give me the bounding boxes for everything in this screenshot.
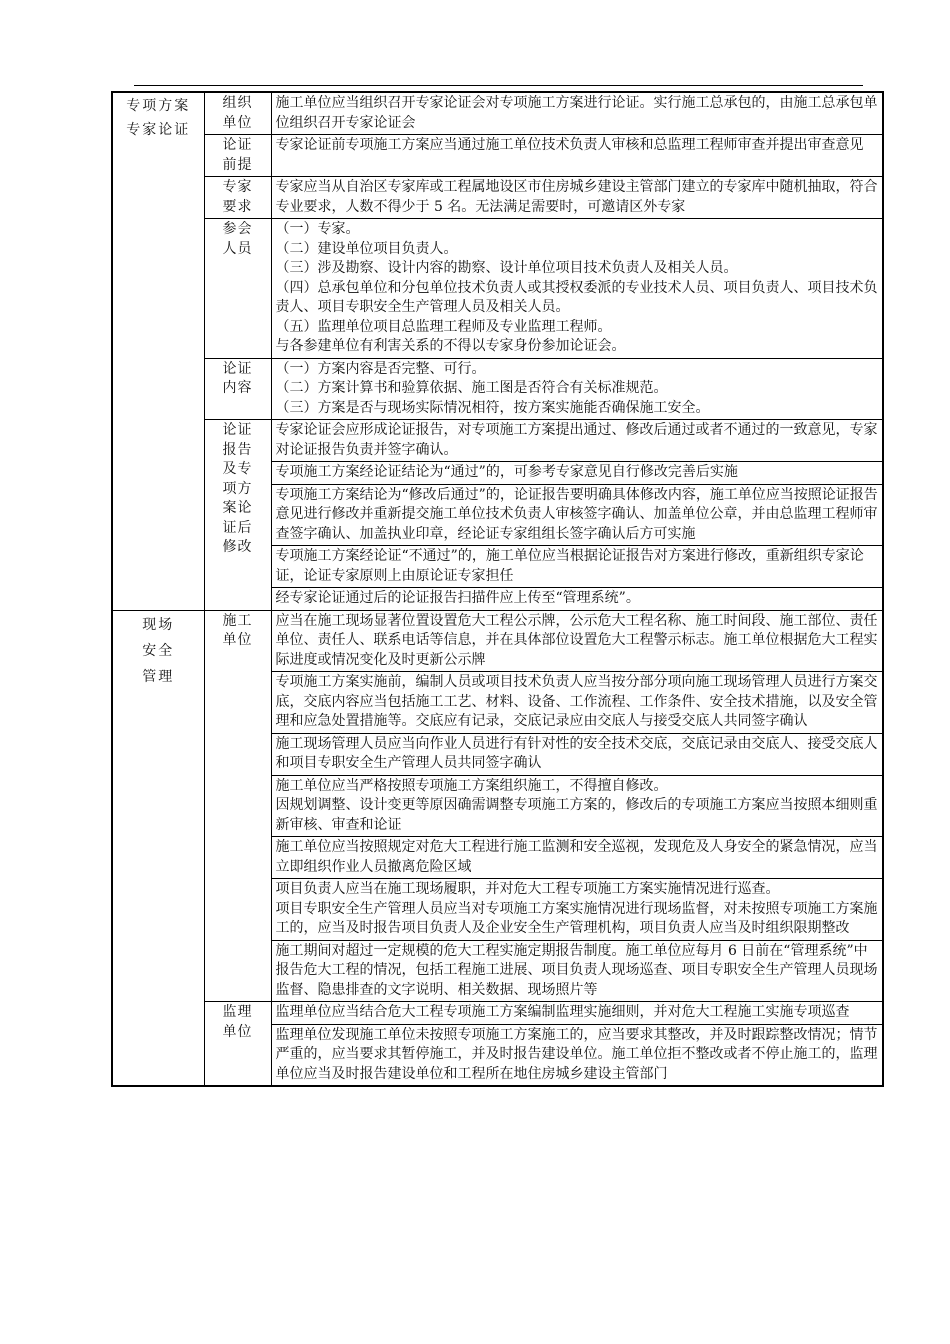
content-cell: [271, 484, 883, 546]
content-cell: [271, 879, 883, 941]
table-row: [112, 358, 883, 420]
content-text: （二）方案计算书和验算依据、施工图是否符合有关标准规范。: [275, 380, 668, 396]
subsection-label: 论证 前提: [222, 137, 253, 173]
content-text: （一）专家。: [275, 221, 360, 237]
content-text: 施工单位应当严格按照专项施工方案组织施工，不得擅自修改。: [275, 777, 668, 794]
subsection-label-cell: [204, 1002, 271, 1087]
content-text: 与各参建单位有利害关系的不得以专家身份参加论证会。: [275, 338, 626, 354]
content-text: （三）方案是否与现场实际情况相符，按方案实施能否确保施工安全。: [275, 399, 710, 416]
content-text: 施工期间对超过一定规模的危大工程实施定期报告制度。施工单位应每月 6 日前在“管理系统”中报告危大工程的情况，包括工程施工进展、项目负责人现场巡查、项目专职安全生产管理人员现场监督、隐患排查的文字说明、相关数据、现场照片等: [275, 942, 878, 998]
content-cell: [271, 219, 883, 359]
content-cell: [271, 92, 883, 135]
subsection-label-cell: [204, 177, 271, 219]
content-text: （一）方案内容是否完整、可行。: [275, 360, 486, 377]
content-text: 项目负责人应当在施工现场履职，并对危大工程专项施工方案实施情况进行巡查。: [275, 881, 780, 897]
content-cell: [271, 1002, 883, 1025]
content-text: 应当在施工现场显著位置设置危大工程公示牌，公示危大工程名称、施工时间段、施工部位、责任单位、责任人、联系电话等信息，并在具体部位设置危大工程警示标志。施工单位根据危大工程实际进度或情况变化及时更新公示牌: [275, 612, 878, 668]
table-row: [112, 135, 883, 177]
table-row: [112, 610, 883, 672]
content-text: 专项施工方案经论证结论为“通过”的，可参考专家意见自行修改完善后实施: [275, 464, 738, 480]
table-row: [112, 177, 883, 219]
content-cell: [271, 135, 883, 177]
content-cell: [271, 177, 883, 219]
subsection-label-cell: [204, 358, 271, 420]
subsection-label-cell: [204, 92, 271, 135]
subsection-label: 组织 单位: [222, 95, 253, 131]
subsection-label-cell: [204, 135, 271, 177]
content-text: 施工现场管理人员应当向作业人员进行有针对性的安全技术交底，交底记录由交底人、接受交底人和项目专职安全生产管理人员共同签字确认: [275, 735, 878, 771]
table-row: [112, 420, 883, 462]
content-text: 专家应当从自治区专家库或工程属地设区市住房城乡建设主管部门建立的专家库中随机抽取，符合专业要求，人数不得少于 5 名。无法满足需要时，可邀请区外专家: [275, 179, 878, 215]
content-text: （五）监理单位项目总监理工程师及专业监理工程师。: [275, 318, 612, 335]
regulation-table: [111, 91, 884, 1087]
subsection-label: 专家 要求: [222, 179, 253, 215]
content-text: （四）总承包单位和分包单位技术负责人或其授权委派的专业技术人员、项目负责人、项目技术负责人、项目专职安全生产管理人员及相关人员。: [275, 279, 878, 315]
content-text: 监理单位应当结合危大工程专项施工方案编制监理实施细则，并对危大工程施工实施专项巡查: [275, 1004, 850, 1020]
content-text: 项目专职安全生产管理人员应当对专项施工方案实施情况进行现场监督，对未按照专项施工方案施工的，应当及时报告项目负责人及企业安全生产管理机构，项目负责人应当及时组织限期整改: [275, 900, 878, 936]
content-text: 专项施工方案结论为“修改后通过”的，论证报告要明确具体修改内容，施工单位应当按照论证报告意见进行修改并重新提交施工单位技术负责人审核签字确认、加盖单位公章，并由总监理工程师审查签字确认、加盖执业印章，经论证专家组组长签字确认后方可实施: [275, 486, 878, 542]
content-cell: [271, 546, 883, 588]
content-cell: [271, 462, 883, 485]
content-text: （三）涉及勘察、设计内容的勘察、设计单位项目技术负责人及相关人员。: [275, 260, 738, 276]
content-cell: [271, 672, 883, 734]
content-cell: [271, 837, 883, 879]
section-title-line: 管理: [142, 668, 175, 685]
content-cell: [271, 610, 883, 672]
content-text: 经专家论证通过后的论证报告扫描件应上传至“管理系统”。: [275, 590, 640, 606]
content-text: 专项施工方案实施前，编制人员或项目技术负责人应当按分部分项向施工现场管理人员进行方案交底，交底内容应当包括施工工艺、材料、设备、工作流程、工作条件、安全技术措施，以及安全管理和应急处置措施等。交底应有记录，交底记录应由交底人与接受交底人共同签字确认: [275, 674, 878, 729]
section-title-line: 专项方案: [126, 98, 191, 114]
section-title-line: 专家论证: [126, 122, 191, 138]
section-title-line: 安全: [142, 642, 175, 659]
section-title-cell: [112, 92, 204, 610]
subsection-label: 监理 单位: [222, 1004, 253, 1040]
table-row: [112, 92, 883, 135]
content-text: 专家论证前专项施工方案应当通过施工单位技术负责人审核和总监理工程师审查并提出审查意见: [275, 137, 864, 153]
section-title-cell: [112, 610, 204, 1086]
subsection-label: 论证 内容: [222, 360, 253, 396]
content-text: 监理单位发现施工单位未按照专项施工方案施工的，应当要求其整改，并及时跟踪整改情况；情节严重的，应当要求其暂停施工，并及时报告建设单位。施工单位拒不整改或者不停止施工的，监理单位应当及时报告建设单位和工程所在地住房城乡建设主管部门: [275, 1026, 878, 1082]
content-cell: [271, 733, 883, 775]
regulation-table-body: [112, 92, 883, 1086]
content-text: 施工单位应当组织召开专家论证会对专项施工方案进行论证。实行施工总承包的，由施工总承包单位组织召开专家论证会: [275, 95, 878, 131]
section-title-line: 现场: [142, 616, 175, 633]
content-cell: [271, 420, 883, 462]
table-row: [112, 219, 883, 359]
header-rule: [134, 85, 863, 86]
content-text: 因规划调整、设计变更等原因确需调整专项施工方案的，修改后的专项施工方案应当按照本细则重新审核、审查和论证: [275, 797, 878, 833]
subsection-label-cell: [204, 420, 271, 611]
subsection-label: 施工 单位: [222, 612, 253, 648]
content-cell: [271, 940, 883, 1002]
content-text: （二）建设单位项目负责人。: [275, 240, 458, 257]
content-text: 施工单位应当按照规定对危大工程进行施工监测和安全巡视，发现危及人身安全的紧急情况，应当立即组织作业人员撤离危险区域: [275, 839, 878, 875]
content-cell: [271, 358, 883, 420]
subsection-label: 参会 人员: [222, 221, 253, 257]
content-cell: [271, 588, 883, 611]
subsection-label-cell: [204, 610, 271, 1002]
content-cell: [271, 1024, 883, 1086]
content-text: 专家论证会应形成论证报告，对专项施工方案提出通过、修改后通过或者不通过的一致意见，专家对论证报告负责并签字确认。: [275, 422, 878, 458]
content-text: 专项施工方案经论证“不通过”的，施工单位应当根据论证报告对方案进行修改，重新组织专家论证，论证专家原则上由原论证专家担任: [275, 548, 864, 584]
table-row: [112, 1002, 883, 1025]
subsection-label-cell: [204, 219, 271, 359]
content-cell: [271, 775, 883, 837]
subsection-label: 论证 报告 及专 项方 案论 证后 修改: [222, 422, 253, 555]
